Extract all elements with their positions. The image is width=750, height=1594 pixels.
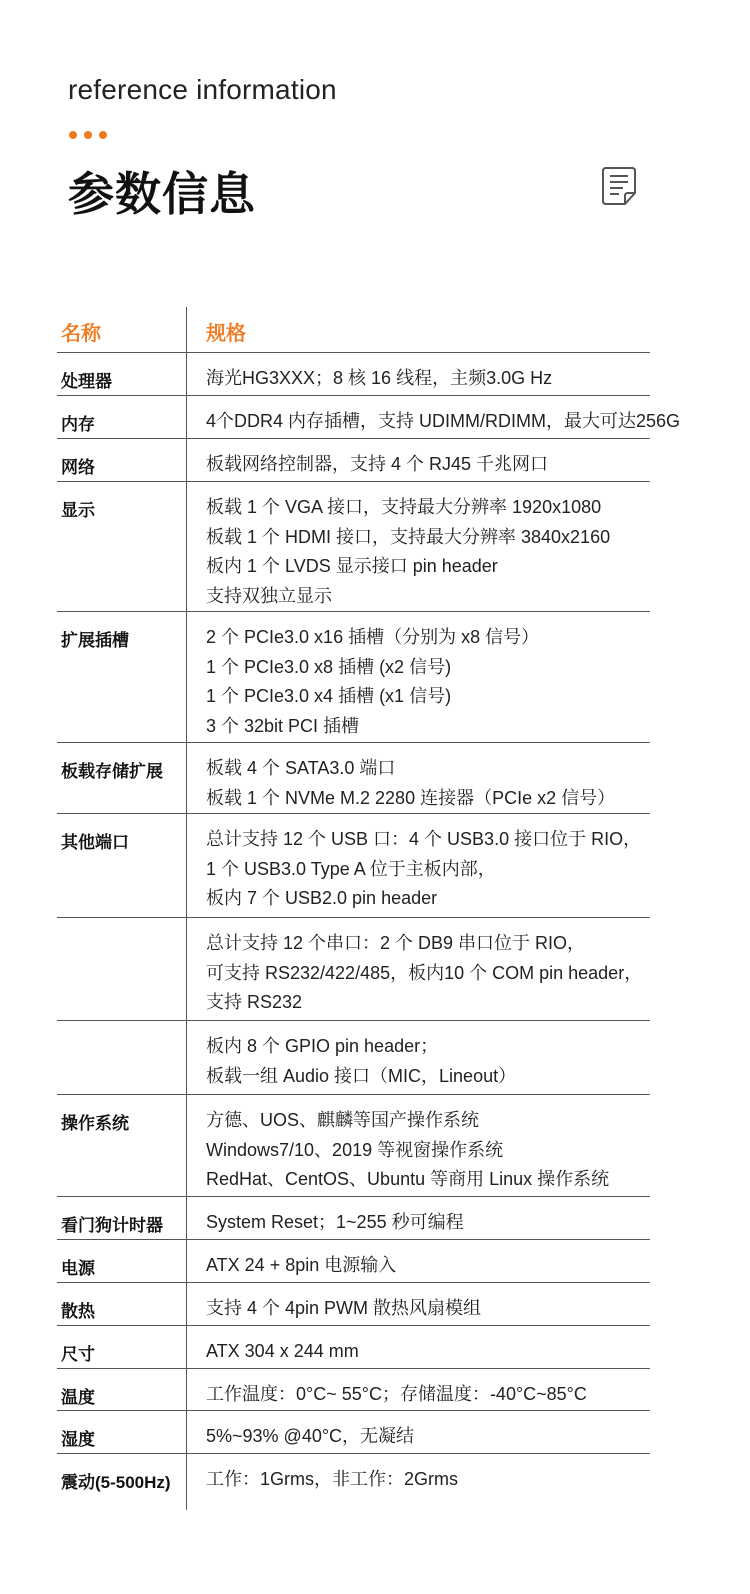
row-spec: [186, 743, 650, 813]
page-title: 参数信息: [68, 168, 256, 220]
row-name: 扩展插槽: [61, 631, 129, 650]
row-name: 板载存储扩展: [61, 762, 163, 781]
spec-line: RedHat、CentOS、Ubuntu 等商用 Linux 操作系统: [206, 1169, 610, 1189]
spec-line: 工作：1Grms，非工作：2Grms: [206, 1469, 458, 1489]
table-row: [57, 1454, 650, 1520]
spec-line: 5%~93% @40°C，无凝结: [206, 1426, 415, 1446]
spec-line: 总计支持 12 个 USB 口：4 个 USB3.0 接口位于 RIO，: [206, 829, 642, 849]
row-spec: [186, 353, 650, 395]
spec-line: 板内 7 个 USB2.0 pin header: [206, 888, 438, 908]
row-spec: [186, 814, 650, 917]
spec-line: 1 个 PCIe3.0 x8 插槽 (x2 信号): [206, 656, 452, 677]
row-name: 处理器: [61, 372, 112, 391]
table-row: [57, 1197, 650, 1240]
row-spec: [186, 439, 650, 481]
table-row: [57, 1021, 650, 1095]
row-spec: [186, 1021, 650, 1094]
table-row: [57, 482, 650, 612]
dot: [84, 131, 92, 139]
spec-line: 板载网络控制器，支持 4 个 RJ45 千兆网口: [206, 454, 549, 474]
column-header-name: 名称: [61, 323, 101, 345]
row-spec: [186, 1411, 650, 1453]
spec-line: 1 个 PCIe3.0 x4 插槽 (x1 信号): [206, 686, 452, 706]
spec-line: 3 个 32bit PCI 插槽: [206, 715, 360, 736]
spec-line: 总计支持 12 个串口：2 个 DB9 串口位于 RIO，: [206, 933, 586, 953]
row-spec: [186, 1240, 650, 1282]
row-spec: [186, 1369, 650, 1410]
spec-line: ATX 304 x 244 mm: [206, 1341, 359, 1361]
spec-line: 板载 1 个 VGA 接口，支持最大分辨率 1920x1080: [206, 497, 602, 517]
row-spec: [186, 1454, 650, 1520]
spec-line: 方德、UOS、麒麟等国产操作系统: [206, 1110, 480, 1130]
table-row: [57, 1326, 650, 1369]
spec-line: 工作温度：0°C~ 55°C；存储温度：-40°C~85°C: [206, 1384, 587, 1404]
table-row: [57, 1411, 650, 1454]
spec-line: 板载 1 个 HDMI 接口，支持最大分辨率 3840x2160: [206, 526, 611, 547]
row-name: 操作系统: [61, 1114, 129, 1133]
table-row: [57, 1283, 650, 1326]
spec-line: 海光HG3XXX；8 核 16 线程，主频3.0G Hz: [206, 368, 553, 388]
section-title-english: reference information: [68, 74, 337, 105]
row-name: 内存: [61, 415, 95, 434]
spec-line: 板内 8 个 GPIO pin header；: [206, 1036, 439, 1056]
table-row: [57, 1240, 650, 1283]
document-icon: [601, 166, 637, 206]
row-name: 看门狗计时器: [61, 1216, 163, 1235]
dot: [99, 131, 107, 139]
table-row: [57, 743, 650, 814]
spec-line: ATX 24 + 8pin 电源输入: [206, 1255, 397, 1275]
row-spec: [186, 1095, 650, 1196]
row-spec: [186, 482, 650, 611]
row-name: 散热: [61, 1302, 95, 1321]
row-spec: [186, 1283, 650, 1325]
row-spec: [186, 396, 680, 438]
table-row: [57, 1095, 650, 1197]
row-name: 尺寸: [61, 1345, 95, 1364]
spec-line: 1 个 USB3.0 Type A 位于主板内部，: [206, 858, 496, 879]
row-spec: [186, 612, 650, 742]
spec-line: 支持 RS232: [206, 992, 303, 1012]
table-row: [57, 814, 650, 918]
row-name: 显示: [61, 501, 95, 520]
table-row: [57, 918, 650, 1021]
row-name: 震动(5-500Hz): [61, 1473, 171, 1492]
table-row: [57, 396, 681, 439]
spec-line: 支持双独立显示: [206, 585, 332, 606]
row-spec: [186, 1326, 650, 1368]
spec-line: 2 个 PCIe3.0 x16 插槽（分别为 x8 信号）: [206, 627, 540, 647]
spec-line: System Reset；1~255 秒可编程: [206, 1212, 464, 1232]
spec-line: 板内 1 个 LVDS 显示接口 pin header: [206, 556, 498, 576]
row-name: [57, 918, 186, 1020]
row-name: 电源: [61, 1259, 95, 1278]
table-row: [57, 439, 650, 482]
row-spec: [186, 918, 650, 1020]
spec-line: 4个DDR4 内存插槽，支持 UDIMM/RDIMM，最大可达256G: [206, 411, 681, 431]
row-name: [57, 1021, 186, 1094]
row-name: 温度: [61, 1388, 95, 1407]
spec-line: 板载 1 个 NVMe M.2 2280 连接器（PCIe x2 信号）: [206, 787, 616, 808]
table-header: [57, 307, 650, 353]
row-name: 网络: [61, 458, 95, 477]
table-row: [57, 1369, 650, 1411]
column-header-spec: 规格: [206, 323, 246, 345]
table-row: [57, 612, 650, 743]
spec-line: 板载 4 个 SATA3.0 端口: [206, 758, 396, 778]
dot: [69, 131, 77, 139]
row-spec: [186, 1197, 650, 1239]
row-name: 湿度: [61, 1430, 95, 1449]
spec-line: 可支持 RS232/422/485，板内10 个 COM pin header，: [206, 962, 643, 983]
spec-line: 板载一组 Audio 接口（MIC，Lineout）: [206, 1065, 517, 1086]
spec-line: Windows7/10、2019 等视窗操作系统: [206, 1139, 504, 1160]
decorative-dots: [69, 131, 107, 139]
spec-line: 支持 4 个 4pin PWM 散热风扇模组: [206, 1298, 482, 1318]
row-name: 其他端口: [61, 833, 129, 852]
table-row: [57, 353, 650, 396]
spec-table: [57, 307, 681, 1520]
